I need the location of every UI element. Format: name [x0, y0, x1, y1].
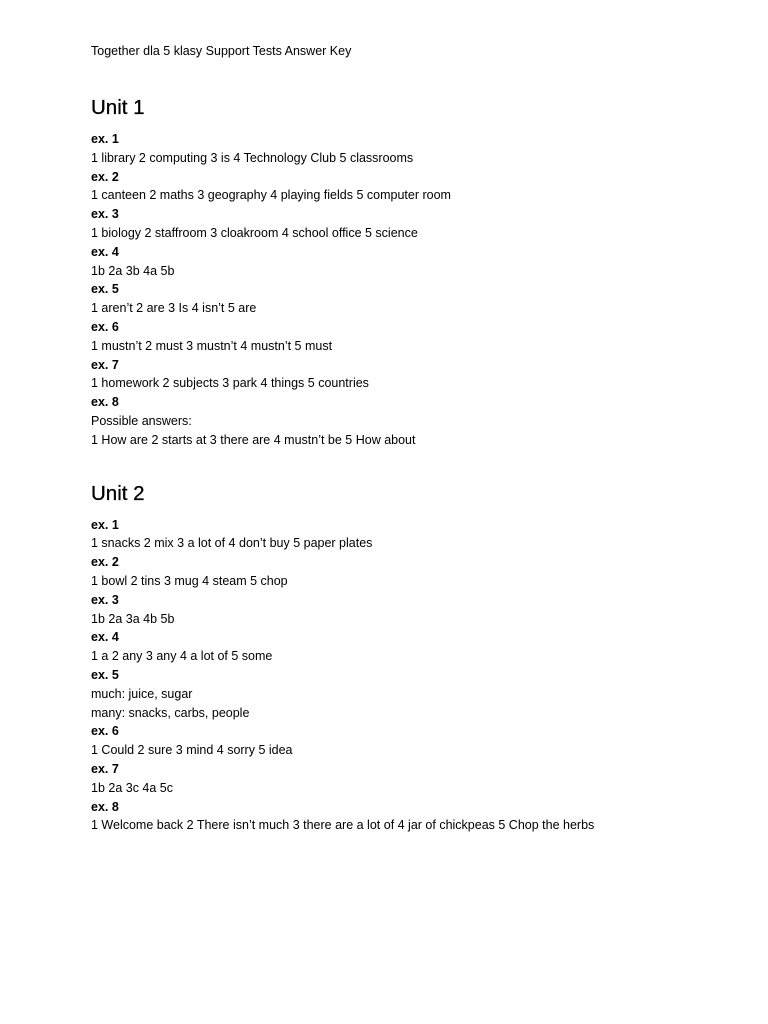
exercise-label: ex. 3 — [91, 592, 119, 607]
exercise-answers: many: snacks, carbs, people — [91, 705, 250, 720]
exercise-answers: 1 bowl 2 tins 3 mug 4 steam 5 chop — [91, 573, 288, 588]
exercise-label: ex. 2 — [91, 169, 119, 184]
document-header: Together dla 5 klasy Support Tests Answer Key — [91, 44, 352, 58]
exercise-answers: 1 homework 2 subjects 3 park 4 things 5 countries — [91, 376, 369, 391]
exercise-answers: 1 a 2 any 3 any 4 a lot of 5 some — [91, 649, 273, 664]
exercise-answers: 1 How are 2 starts at 3 there are 4 mustn’t be 5 How about — [91, 432, 416, 447]
answer-key-page — [91, 42, 731, 835]
exercise-note: Possible answers: — [91, 413, 192, 428]
exercise-label: ex. 6 — [91, 724, 119, 739]
exercise-answers: 1 Could 2 sure 3 mind 4 sorry 5 idea — [91, 743, 293, 758]
exercise-label: ex. 6 — [91, 319, 119, 334]
exercise-answers: 1 Welcome back 2 There isn’t much 3 there are a lot of 4 jar of chickpeas 5 Chop the herbs — [91, 818, 595, 833]
exercise-answers: 1b 2a 3c 4a 5c — [91, 780, 174, 795]
exercise-label: ex. 4 — [91, 630, 119, 645]
exercise-answers: 1 canteen 2 maths 3 geography 4 playing fields 5 computer room — [91, 188, 451, 203]
exercise-label: ex. 8 — [91, 799, 119, 814]
exercise-label: ex. 5 — [91, 667, 119, 682]
unit-1-section — [91, 94, 731, 450]
unit-1-heading: Unit 1 — [91, 96, 145, 119]
exercise-label: ex. 8 — [91, 395, 119, 410]
exercise-label: ex. 4 — [91, 244, 119, 259]
exercise-answers: 1 snacks 2 mix 3 a lot of 4 don’t buy 5 paper plates — [91, 536, 373, 551]
exercise-label: ex. 1 — [91, 132, 119, 146]
exercise-label: ex. 5 — [91, 282, 119, 297]
unit-2-heading: Unit 2 — [91, 481, 145, 505]
unit-2-section — [91, 480, 731, 836]
exercise-label: ex. 3 — [91, 207, 119, 222]
exercise-answers: 1b 2a 3b 4a 5b — [91, 263, 175, 278]
exercise-answers: 1 mustn’t 2 must 3 mustn’t 4 mustn’t 5 must — [91, 338, 333, 353]
exercise-label: ex. 7 — [91, 357, 119, 372]
exercise-answers: 1 biology 2 staffroom 3 cloakroom 4 school office 5 science — [91, 225, 418, 240]
exercise-label: ex. 7 — [91, 761, 119, 776]
unit-1-exercises — [91, 130, 731, 450]
exercise-label: ex. 2 — [91, 555, 119, 570]
exercise-answers: 1 aren’t 2 are 3 Is 4 isn’t 5 are — [91, 301, 257, 316]
exercise-label: ex. 1 — [91, 517, 119, 532]
unit-2-exercises — [91, 516, 731, 836]
exercise-answers: 1b 2a 3a 4b 5b — [91, 611, 175, 626]
exercise-answers: 1 library 2 computing 3 is 4 Technology Club 5 classrooms — [91, 150, 414, 165]
exercise-answers: much: juice, sugar — [91, 686, 193, 701]
